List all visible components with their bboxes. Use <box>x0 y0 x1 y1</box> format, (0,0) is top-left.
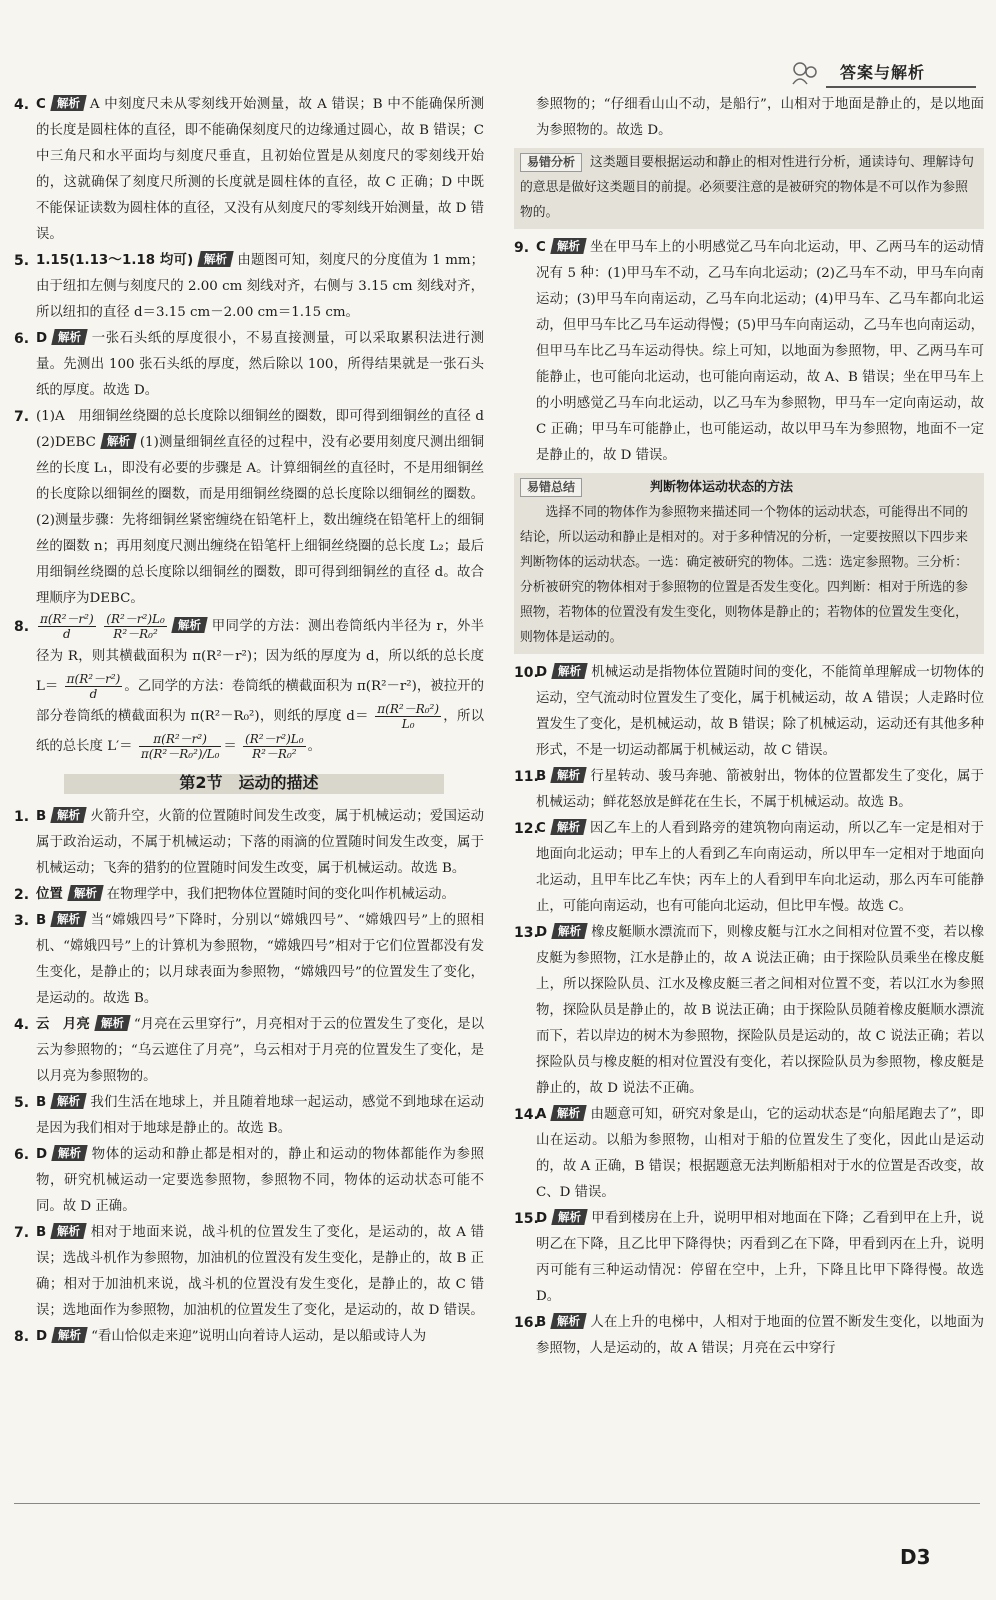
analysis-tag: 解析 <box>51 1093 87 1109</box>
answer-item-s2 <box>14 882 484 908</box>
analysis-tag: 解析 <box>551 1209 587 1225</box>
item-answer: C <box>36 97 46 112</box>
item-explanation: 一张石头纸的厚度很小，不易直接测量，可以采取累积法进行测量。先测出 100 张石头纸的厚度，然后除以 100，所得结果就是一张石头纸的厚度。故选 D。 <box>36 331 484 398</box>
analysis-tag: 解析 <box>551 1313 587 1329</box>
item-number: 10. <box>514 665 539 681</box>
analysis-tag: 解析 <box>51 1145 87 1161</box>
item-explanation: 甲同学的方法：测出卷筒纸内半径为 r，外半径为 R，则其横截面积为 π(R²－r²)；因为纸的厚度为 d，所以纸的总长度 L＝ <box>36 619 485 694</box>
error-summary-label: 易错总结 <box>520 478 582 497</box>
item-explanation: 相对于地面来说，战斗机的位置发生了变化，是运动的，故 A 错误；选战斗机作为参照物，加油机的位置没有发生变化，是静止的，故 B 正确；相对于加油机来说，战斗机的位置没有发生变化，是静止的，故 C 错误；选地面作为参照物，加油机的位置发生了变化，是运动的，故 D 错误。 <box>36 1225 484 1318</box>
item-explanation: 机械运动是指物体位置随时间的变化，不能简单理解成一切物体的运动，空气流动时位置发生了变化，属于机械运动，故 A 错误；人走路时位置发生了变化，是机械运动，故 B 错误；除了机械运动，运动还有其他多种形式，不是一切运动都属于机械运动，故 C 错误。 <box>536 665 984 758</box>
error-summary-text: 选择不同的物体作为参照物来描述同一个物体的运动状态，可能得出不同的结论，所以运动和静止是相对的。对于多种情况的分析，一定要按照以下四步来判断物体的运动状态。一选：确定被研究的物体。二选：选定参照物。三分析：分析被研究的物体相对于参照物的位置是否发生变化。四判断：相对于所选的参照物，若物体的位置没有发生变化，则物体是静止的；若物体的位置发生变化，则物体是运动的。 <box>520 505 968 645</box>
item-number: 4. <box>14 97 30 113</box>
answer-item-6 <box>14 326 484 404</box>
item-explanation: A 中刻度尺未从零刻线开始测量，故 A 错误；B 中不能确保所测的长度是圆柱体的直径，即不能确保刻度尺的边缘通过圆心，故 B 错误；C 中三角尺和水平面均与刻度尺垂直，且初始位置是从刻度尺的零刻线开始的，这就确保了刻度尺所测的长度就是圆柱体的直径，故 C 正确；D 中既不能保证读数为圆柱体的直径，又没有从刻度尺的零刻线开始测量，故 D 错误。 <box>36 97 484 242</box>
item-answer: 1.15(1.13～1.18 均可) <box>36 253 194 268</box>
item-answer: B <box>536 769 547 784</box>
item-number: 6. <box>14 1147 30 1163</box>
item-answer: C <box>536 240 546 255</box>
analysis-tag: 解析 <box>51 329 87 345</box>
answer-item-s9 <box>514 235 984 469</box>
answer-item-s5 <box>14 1090 484 1142</box>
answer-item-s1 <box>14 804 484 882</box>
page-header <box>790 58 980 88</box>
item-number: 15. <box>514 1211 539 1227</box>
item-number: 8. <box>14 1329 30 1345</box>
item-number: 9. <box>514 240 530 256</box>
header-rule <box>826 86 976 88</box>
student-logo-icon <box>790 60 820 86</box>
item-number: 3. <box>14 913 30 929</box>
item-explanation: 橡皮艇顺水漂流而下，则橡皮艇与江水之间相对位置不变，若以橡皮艇为参照物，江水是静止的，故 A 说法正确；由于探险队员乘坐在橡皮艇上，所以探险队员、江水及橡皮艇三者之间相对位置不变，若以江水为参照物，探险队员是静止的，故 B 说法正确；由于探险队员随着橡皮艇顺水漂流而下，若以岸边的树木为参照物，探险队员是运动的，故 C 说法正确；若以探险队员与橡皮艇的相对位置没有变化，若以探险队员为参照物，橡皮艇是静止的，故 D 说法不正确。 <box>536 925 984 1096</box>
analysis-tag: 解析 <box>198 251 234 267</box>
analysis-tag: 解析 <box>551 1105 587 1121</box>
item-number: 2. <box>14 887 30 903</box>
item-number: 11. <box>514 769 539 785</box>
error-analysis-box <box>514 148 984 229</box>
answer-item-s10 <box>514 660 984 764</box>
answer-item-8: 8. $\frac{\text{π(R²－r²)}}{d}$ $\frac{\text{(R²－r²)L₀}}{\text{R²－R₀²}}$ 解析 甲同学的方法：测出卷筒纸内半径为 r，外半径为 R，则其横截面积为 π(R²－r²)；因为纸的厚度为 d，所以纸的总长度 L＝ $\frac{\text{π(R²－r²)}}{d}$ 。乙同学的方法：卷筒纸的横截面积为 π(R²－r²)，被拉开的部分卷筒纸的横截面积为 π(R²－R₀²)，则纸的厚度 d＝ $\frac{\text{π(R²－R₀²)}}{\text{L₀}}$ ，所以纸的总长度 L′＝ $\frac{\text{π(R²－r²)}}{\text{π(R²－R₀²)/L₀}}$ ＝ $\frac{\text{(R²－r²)L₀}}{\text{R²－R₀²}}$ 。 <box>14 612 485 761</box>
answer-fraction-1: $\frac{\text{π(R²－r²)}}{d}$ <box>40 612 94 641</box>
item-answer: B <box>36 1225 47 1240</box>
analysis-tag: 解析 <box>550 819 586 835</box>
error-summary-title: 判断物体运动状态的方法 <box>650 480 794 495</box>
footer-rule <box>14 1503 980 1504</box>
item-explanation: 我们生活在地球上，并且随着地球一起运动，感觉不到地球在运动是因为我们相对于地球是静止的。故选 B。 <box>36 1095 484 1136</box>
item-number: 13. <box>514 925 539 941</box>
answer-fraction-2: $\frac{\text{(R²－r²)L₀}}{\text{R²－R₀²}}$ <box>106 612 165 641</box>
answer-item-s7 <box>14 1220 484 1324</box>
answer-item-s4 <box>14 1012 484 1090</box>
item-answer: C <box>536 821 546 836</box>
error-summary-box <box>514 473 984 654</box>
item-number: 5. <box>14 253 30 269</box>
item-answer: (1)A 用细铜丝绕圈的总长度除以细铜丝的圈数，即可得到细铜丝的直径 d (2)DEBC <box>36 409 498 450</box>
item-explanation: 由题意可知，研究对象是山，它的运动状态是“向船尾跑去了”，即山在运动。以船为参照物，山相对于船的位置发生了变化，因此山是运动的，故 A 正确，B 错误；根据题意无法判断船相对于水的位置是否改变，故 C、D 错误。 <box>536 1107 984 1200</box>
item-answer: D <box>36 331 48 346</box>
item-number: 16. <box>514 1315 539 1331</box>
item-explanation: 物体的运动和静止都是相对的，静止和运动的物体都能作为参照物，研究机械运动一定要选参照物，参照物不同，物体的运动状态可能不同。故 D 正确。 <box>36 1147 484 1214</box>
answer-item-s6 <box>14 1142 484 1220</box>
item-explanation: 因乙车上的人看到路旁的建筑物向南运动，所以乙车一定是相对于地面向北运动；甲车上的人看到乙车向南运动，所以甲车一定相对于地面向北运动，且甲车比乙车快；丙车上的人看到甲车向北运动，那么丙车可能静止，可能向南运动，也有可能向北运动，但比甲车慢。故选 C。 <box>536 821 984 914</box>
item-explanation: 参照物的；“仔细看山山不动，是船行”，山相对于地面是静止的，是以地面为参照物的。故选 D。 <box>536 97 984 138</box>
item-explanation: 甲看到楼房在上升，说明甲相对地面在下降；乙看到甲在上升，说明乙在下降，且乙比甲下降得快；丙看到乙在下降，甲看到丙在上升，说明丙可能有三种运动情况：停留在空中，上升，下降且比甲下降得慢。故选 D。 <box>536 1211 984 1304</box>
item-explanation: 。乙同学的方法：卷筒纸的横截面积为 π(R²－r²)，被拉开的部分卷筒纸的横截面积为 π(R²－R₀²)，则纸的厚度 d＝ <box>36 679 484 724</box>
item-number: 1. <box>14 809 30 825</box>
formula-fraction: $\frac{\text{π(R²－r²)}}{\text{π(R²－R₀²)/L₀}}$ <box>140 732 220 761</box>
item-explanation: 由题图可知，刻度尺的分度值为 1 mm；由于纽扣左侧与刻度尺的 2.00 cm 刻线对齐，右侧与 3.15 cm 刻线对齐，所以纽扣的直径 d＝3.15 cm－2.00 cm＝1.15 cm。 <box>36 253 484 320</box>
item-explanation: 坐在甲马车上的小明感觉乙马车向北运动，甲、乙两马车的运动情况有 5 种：(1)甲马车不动，乙马车向北运动；(2)乙马车不动，甲马车向南运动；(3)甲马车向南运动，乙马车向北运动；(4)甲马车、乙马车都向北运动，但甲马车比乙马车运动得慢；(5)甲马车向南运动，乙马车也向南运动，但甲马车比乙马车运动得快。综上可知，以地面为参照物，甲、乙两马车可能静止，也可能向北运动，也可能向南运动，故 A、B 错误；坐在甲马车上的小明感觉乙马车向北运动，以乙马车为参照物，甲马车一定向南运动，故 C 正确；甲马车可能静止，也可能运动，故以甲马车为参照物，地面不一定是静止的，故 D 错误。 <box>536 240 984 463</box>
item-number: 14. <box>514 1107 539 1123</box>
analysis-tag: 解析 <box>51 1327 87 1343</box>
item-explanation: 人在上升的电梯中，人相对于地面的位置不断发生变化，以地面为参照物，人是运动的，故 A 错误；月亮在云中穿行 <box>536 1315 984 1356</box>
answer-item-s12 <box>514 816 984 920</box>
item-number: 7. <box>14 1225 30 1241</box>
item-explanation: “看山恰似走来迎”说明山向着诗人运动，是以船或诗人为 <box>91 1329 427 1344</box>
error-analysis-label: 易错分析 <box>520 153 582 172</box>
item-explanation: “月亮在云里穿行”，月亮相对于云的位置发生了变化，是以云为参照物的；“乌云遮住了月亮”，乌云相对于月亮的位置发生了变化，是以月亮为参照物的。 <box>36 1017 484 1084</box>
item-explanation: 火箭升空，火箭的位置随时间发生改变，属于机械运动；爱国运动属于政治运动，不属于机械运动；下落的雨滴的位置随时间发生改变，属于机械运动；飞奔的猎豹的位置随时间发生改变，属于机械运动。故选 B。 <box>36 809 484 876</box>
item-answer: B <box>536 1315 547 1330</box>
analysis-tag: 解析 <box>551 923 587 939</box>
item-explanation: 行星转动、骏马奔驰、箭被射出，物体的位置都发生了变化，属于机械运动；鲜花怒放是鲜花在生长，不属于机械运动。故选 B。 <box>536 769 984 810</box>
answer-item-s15 <box>514 1206 984 1310</box>
answer-item-s16 <box>514 1310 984 1362</box>
analysis-tag: 解析 <box>51 807 87 823</box>
answer-item-s3 <box>14 908 484 1012</box>
analysis-tag: 解析 <box>172 617 208 633</box>
analysis-tag: 解析 <box>51 911 87 927</box>
item-number: 5. <box>14 1095 30 1111</box>
analysis-tag: 解析 <box>550 238 586 254</box>
section-heading <box>14 768 484 800</box>
error-analysis-text: 这类题目要根据运动和静止的相对性进行分析，通读诗句、理解诗句的意思是做好这类题目的前提。必须要注意的是被研究的物体是不可以作为参照物的。 <box>520 155 974 220</box>
formula-fraction: $\frac{\text{(R²－r²)L₀}}{\text{R²－R₀²}}$ <box>245 732 304 761</box>
item-number: 6. <box>14 331 30 347</box>
formula-fraction: $\frac{\text{π(R²－r²)}}{d}$ <box>66 672 121 701</box>
item-answer: B <box>36 1095 47 1110</box>
section-title: 第2节 运动的描述 <box>179 773 319 792</box>
analysis-tag: 解析 <box>551 663 587 679</box>
item-answer: 位置 <box>36 887 63 902</box>
item-answer: D <box>536 665 548 680</box>
item-answer: 云 月亮 <box>36 1017 90 1032</box>
header-title: 答案与解析 <box>840 63 926 82</box>
item-answer: D <box>536 925 548 940</box>
answer-item-s13 <box>514 920 984 1102</box>
answer-item-s8-continued <box>514 92 984 144</box>
item-explanation: (1)测量细铜丝直径的过程中，没有必要用刻度尺测出细铜丝的长度 L₁，即没有必要的步骤是 A。计算细铜丝的直径时，不是用细铜丝的长度除以细铜丝的圈数，而是用细铜丝绕圈的总长度除以细铜丝的圈数。(2)测量步骤：先将细铜丝紧密缠绕在铅笔杆上，数出缠绕在铅笔杆上的细铜丝的圈数 n；再用刻度尺测出缠绕在铅笔杆上细铜丝绕圈的总长度 L₂；最后用细铜丝绕圈的总长度除以细铜丝的圈数，即可得到细铜丝的直径 d。故合理顺序为DEBC。 <box>36 435 484 606</box>
item-answer: D <box>36 1147 48 1162</box>
answer-item-s8 <box>14 1324 484 1350</box>
answer-item-s14 <box>514 1102 984 1206</box>
item-number: 12. <box>514 821 539 837</box>
right-column <box>514 92 984 1362</box>
page-number: D3 <box>900 1545 931 1569</box>
item-answer: B <box>36 809 47 824</box>
item-answer: D <box>36 1329 48 1344</box>
answer-item-4 <box>14 92 484 248</box>
answer-item-s11 <box>514 764 984 816</box>
analysis-tag: 解析 <box>67 885 103 901</box>
formula-fraction: $\frac{\text{π(R²－R₀²)}}{\text{L₀}}$ <box>377 702 440 731</box>
item-answer: A <box>536 1107 547 1122</box>
analysis-tag: 解析 <box>94 1015 130 1031</box>
item-number: 8. <box>14 619 30 635</box>
answer-item-7 <box>14 404 498 612</box>
item-answer: B <box>36 913 47 928</box>
item-answer: D <box>536 1211 548 1226</box>
analysis-tag: 解析 <box>50 95 86 111</box>
item-explanation: 当“嫦娥四号”下降时，分别以“嫦娥四号”、“嫦娥四号”上的照相机、“嫦娥四号”上的计算机为参照物，“嫦娥四号”相对于它们位置都没有发生变化，是静止的；以月球表面为参照物，“嫦娥四号”的位置发生了变化，是运动的。故选 B。 <box>36 913 484 1006</box>
analysis-tag: 解析 <box>51 1223 87 1239</box>
item-explanation: ，所以纸的总长度 L′＝ <box>36 709 484 754</box>
item-explanation: 在物理学中，我们把物体位置随时间的变化叫作机械运动。 <box>106 887 455 902</box>
analysis-tag: 解析 <box>100 433 136 449</box>
item-number: 4. <box>14 1017 30 1033</box>
analysis-tag: 解析 <box>551 767 587 783</box>
item-number: 7. <box>14 409 30 425</box>
answer-item-5 <box>14 248 484 326</box>
left-column <box>14 92 498 1350</box>
